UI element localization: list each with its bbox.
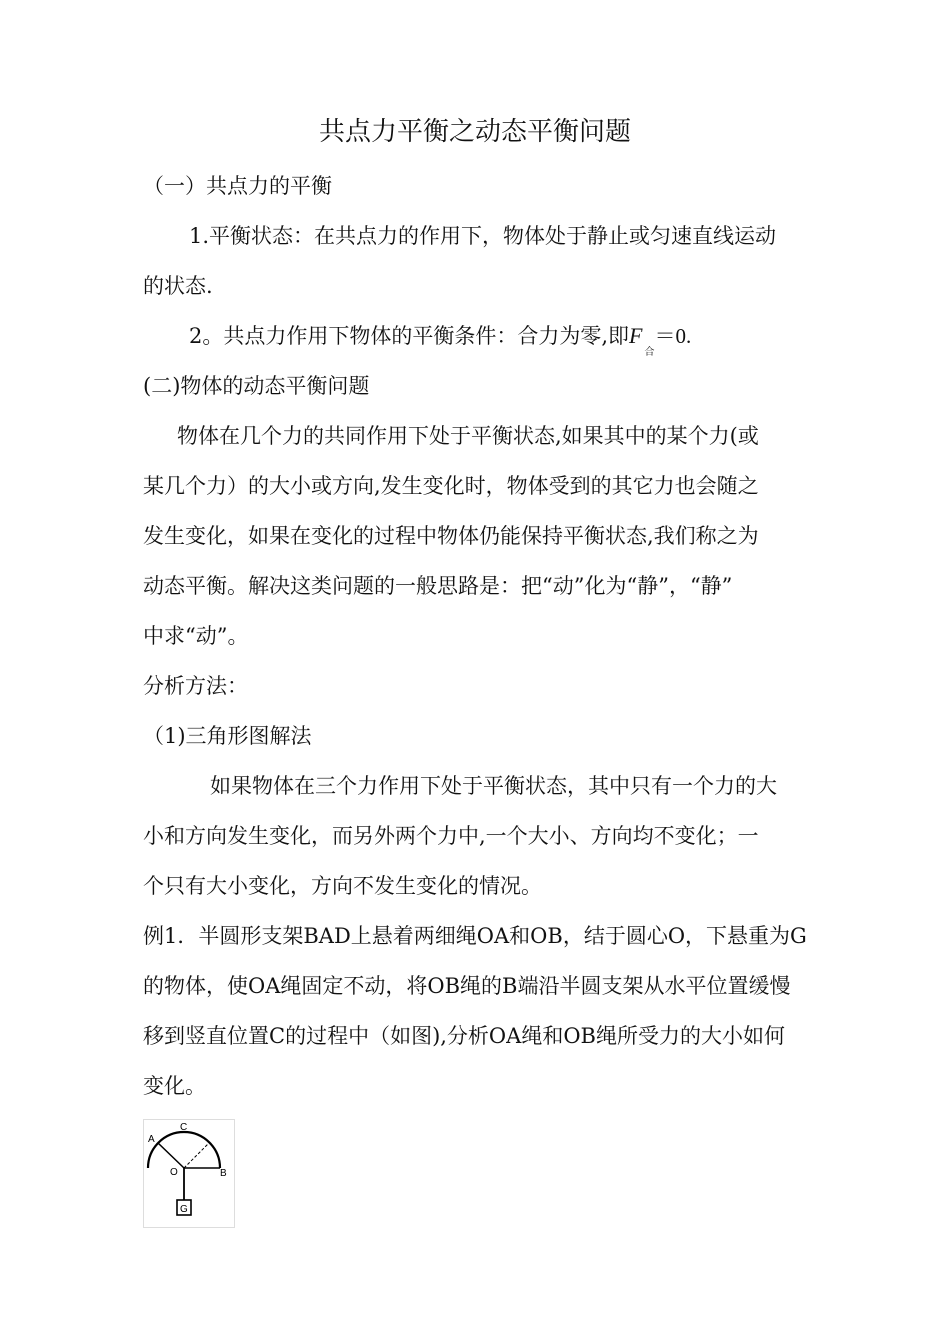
example-1-line-4: 变化。 — [143, 1074, 206, 1098]
label-o: O — [170, 1167, 178, 1178]
semicircle-arc — [148, 1132, 220, 1168]
formula-rest: ＝0. — [654, 324, 692, 348]
paragraph-3-line-3: 发生变化，如果在变化的过程中物体仍能保持平衡状态,我们称之为 — [143, 524, 759, 548]
section-heading-2: (二)物体的动态平衡问题 — [143, 374, 370, 398]
figure-diagram — [144, 1120, 234, 1227]
page-title: 共点力平衡之动态平衡问题 — [318, 117, 631, 147]
paragraph-4-line-3: 个只有大小变化，方向不发生变化的情况。 — [143, 874, 542, 898]
example-1-line-2: 的物体，使OA绳固定不动，将OB绳的B端沿半圆支架从水平位置缓慢 — [143, 974, 791, 998]
method-heading: 分析方法： — [143, 674, 248, 698]
formula-subscript: 合 — [644, 347, 655, 358]
label-a: A — [148, 1134, 155, 1145]
paragraph-3-line-1: 物体在几个力的共同作用下处于平衡状态,如果其中的某个力(或 — [177, 424, 759, 448]
paragraph-4-line-1: 如果物体在三个力作用下处于平衡状态，其中只有一个力的大 — [210, 774, 777, 798]
label-g: G — [180, 1204, 188, 1215]
example-1-line-1: 例1．半圆形支架BAD上悬着两细绳OA和OB，结于圆心O，下悬重为G — [143, 924, 807, 948]
semicircle-support-figure — [143, 1119, 235, 1228]
formula-symbol: F — [629, 323, 643, 348]
label-b: B — [220, 1168, 227, 1179]
dashed-radius — [184, 1142, 210, 1168]
paragraph-3-line-2: 某几个力）的大小或方向,发生变化时，物体受到的其它力也会随之 — [143, 474, 759, 498]
paragraph-2-text: 2。共点力作用下物体的平衡条件：合力为零,即 — [189, 324, 630, 348]
paragraph-3-line-5: 中求“动”。 — [143, 624, 249, 648]
paragraph-2 — [189, 321, 691, 356]
section-heading-1: （一）共点力的平衡 — [143, 174, 332, 198]
rope-oa — [158, 1143, 184, 1168]
example-1-line-3: 移到竖直位置C的过程中（如图),分析OA绳和OB绳所受力的大小如何 — [143, 1024, 785, 1048]
label-c: C — [180, 1122, 188, 1133]
equilibrium-formula — [629, 323, 692, 358]
paragraph-4-line-2: 小和方向发生变化，而另外两个力中,一个大小、方向均不变化；一 — [143, 824, 759, 848]
paragraph-1-line-2: 的状态. — [143, 274, 213, 298]
method-1-heading: （1)三角形图解法 — [143, 724, 312, 748]
paragraph-3-line-4: 动态平衡。解决这类问题的一般思路是：把“动”化为“静”，“静” — [143, 574, 733, 598]
paragraph-1-line-1: 1.平衡状态：在共点力的作用下，物体处于静止或匀速直线运动 — [189, 224, 777, 248]
